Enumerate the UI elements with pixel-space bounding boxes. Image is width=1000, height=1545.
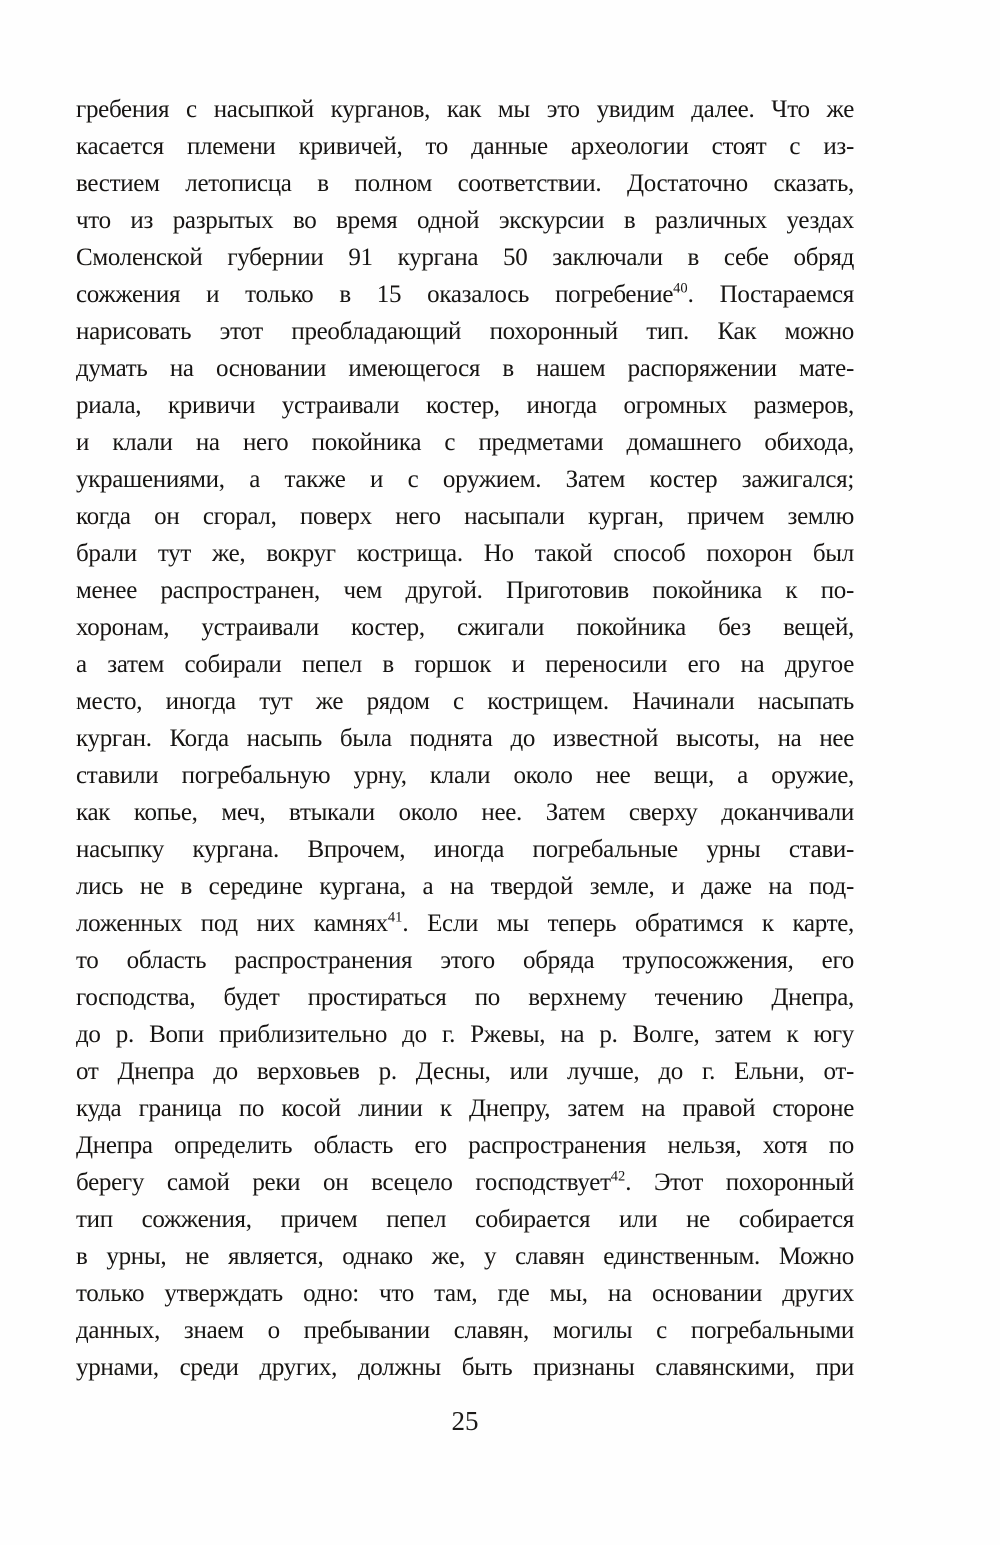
- text-line: Днепра определить область его распространения нельзя, хотя по: [76, 1132, 854, 1159]
- text-line: сожжения и только в 15 оказалось погребение$^{40}$. Постараемся: [76, 280, 854, 308]
- text-line: насыпку кургана. Впрочем, иногда погребальные урны стави-: [76, 836, 854, 863]
- body-text: [76, 91, 854, 1386]
- footnote-reference: 41: [387, 909, 403, 926]
- text-line: то область распространения этого обряда трупосожжения, его: [76, 947, 854, 974]
- text-line: когда он сгорал, поверх него насыпали курган, причем землю: [76, 503, 854, 530]
- text-line: курган. Когда насыпь была поднята до известной высоты, на нее: [76, 725, 854, 752]
- footnote-reference: 42: [610, 1168, 626, 1185]
- text-line: что из разрытых во время одной экскурсии в различных уездах: [76, 207, 854, 234]
- text-line: данных, знаем о пребывании славян, могилы с погребальными: [76, 1317, 854, 1344]
- text-line: урнами, среди других, должны быть признаны славянскими, при: [76, 1354, 854, 1381]
- text-line: украшениями, а также и с оружием. Затем костер зажигался;: [76, 466, 854, 493]
- text-line: как копье, меч, втыкали около нее. Затем сверху доканчивали: [76, 799, 854, 826]
- text-line: хоронам, устраивали костер, сжигали покойника без вещей,: [76, 614, 854, 641]
- text-line: и клали на него покойника с предметами домашнего обихода,: [76, 429, 854, 456]
- text-line: гребения с насыпкой курганов, как мы это увидим далее. Что же: [76, 96, 854, 123]
- text-line: место, иногда тут же рядом с кострищем. Начинали насыпать: [76, 688, 854, 715]
- text-line: лись не в середине кургана, а на твердой земле, и даже на под-: [76, 873, 854, 900]
- text-line: думать на основании имеющегося в нашем распоряжении мате-: [76, 355, 854, 382]
- text-line: вестием летописца в полном соответствии. Достаточно сказать,: [76, 170, 854, 197]
- text-line: куда граница по косой линии к Днепру, затем на правой стороне: [76, 1095, 854, 1122]
- text-line: ставили погребальную урну, клали около нее вещи, а оружие,: [76, 762, 854, 789]
- text-line: только утверждать одно: что там, где мы, на основании других: [76, 1280, 854, 1307]
- text-line: касается племени кривичей, то данные археологии стоят с из-: [76, 133, 854, 160]
- text-line: берегу самой реки он всецело господствует$^{42}$. Этот похоронный: [76, 1168, 854, 1196]
- text-line: ложенных под них камнях$^{41}$. Если мы теперь обратимся к карте,: [76, 909, 854, 937]
- text-line: до р. Вопи приблизительно до г. Ржевы, на р. Волге, затем к югу: [76, 1021, 854, 1048]
- text-line: риала, кривичи устраивали костер, иногда огромных размеров,: [76, 392, 854, 419]
- text-line: менее распространен, чем другой. Приготовив покойника к по-: [76, 577, 854, 604]
- footnote-reference: 40: [673, 280, 688, 297]
- page-number: 25: [451, 1406, 479, 1436]
- text-line: в урны, не является, однако же, у славян единственным. Можно: [76, 1243, 854, 1270]
- text-line: от Днепра до верховьев р. Десны, или лучше, до г. Ельни, от-: [76, 1058, 854, 1085]
- text-line: Смоленской губернии 91 кургана 50 заключали в себе обряд: [76, 244, 854, 271]
- text-line: а затем собирали пепел в горшок и переносили его на другое: [76, 651, 854, 678]
- text-line: нарисовать этот преобладающий похоронный тип. Как можно: [76, 318, 854, 345]
- text-line: брали тут же, вокруг кострища. Но такой способ похорон был: [76, 540, 854, 567]
- text-line: тип сожжения, причем пепел собирается или не собирается: [76, 1206, 854, 1233]
- text-line: господства, будет простираться по верхнему течению Днепра,: [76, 984, 854, 1011]
